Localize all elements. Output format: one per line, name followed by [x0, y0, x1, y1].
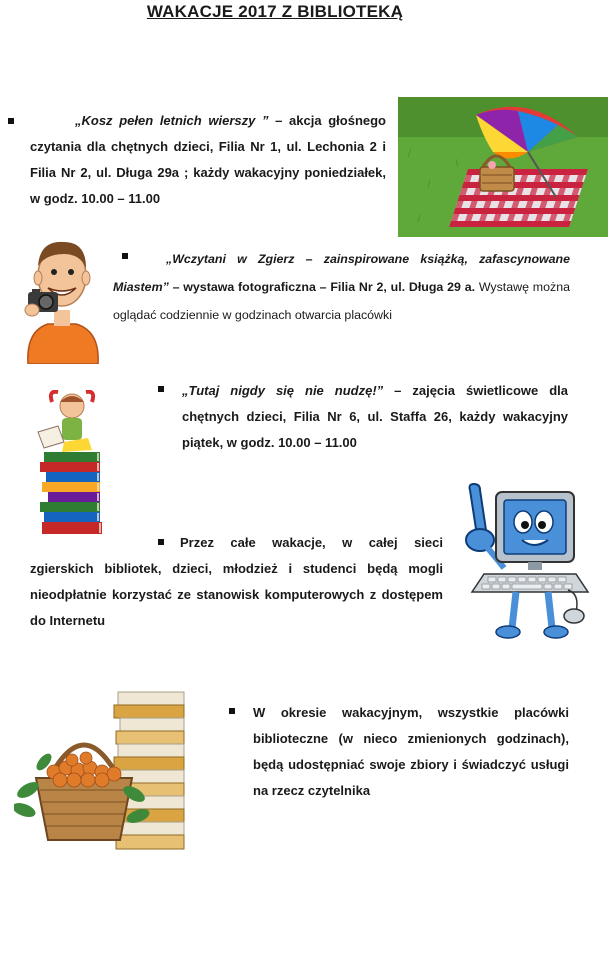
item-3-details: – zajęcia świetlicowe dla chętnych dzieci, Filia Nr 6, ul. Staffa 26, każdy wakacyjny piątek, w godz. 10.00 – 11.00	[182, 383, 568, 450]
picnic-blanket	[449, 169, 588, 227]
bullet-3	[158, 386, 164, 392]
item-4-text	[30, 530, 443, 634]
item-5-text	[253, 700, 569, 804]
tall-book-stack	[114, 692, 184, 849]
item-2-note: Wystawę można oglądać codziennie w godzinach otwarcia placówki	[113, 280, 570, 322]
item-1-text	[30, 108, 386, 212]
bullet-1	[8, 118, 14, 124]
girl-on-books-image	[34, 390, 110, 540]
item-2-text	[113, 245, 570, 329]
item-2-quote: „Wczytani w Zgierz – zainspirowane książką, zafascynowane Miastem”	[113, 252, 570, 294]
picnic-umbrella-image	[398, 97, 608, 237]
item-5-details: W okresie wakacyjnym, wszystkie placówki biblioteczne (w nieco zmienionych godzinach), będą udostępniać swoje zbiory i świadczyć usługi na rzecz czytelnika	[253, 705, 569, 798]
item-3-quote: „Tutaj nigdy się nie nudzę!”	[182, 383, 384, 398]
page-title: WAKACJE 2017 Z BIBLIOTEKĄ	[146, 2, 404, 21]
item-1-quote: „Kosz pełen letnich wierszy ”	[75, 113, 269, 128]
reading-girl	[38, 392, 93, 452]
item-3-text	[182, 378, 568, 456]
bullet-5	[229, 708, 235, 714]
keyboard	[472, 574, 588, 592]
book-stack	[40, 452, 102, 534]
item-4-details: Przez całe wakacje, w całej sieci zgierskich bibliotek, dzieci, młodzież i studenci będą mogli nieodpłatnie korzystać ze stanowisk komputerowych z dostępem do Internetu	[30, 535, 443, 628]
computer-mascot-image	[456, 482, 598, 642]
mouse-and-feet	[496, 590, 584, 638]
item-1-details: – akcja głośnego czytania dla chętnych dzieci, Filia Nr 1, ul. Lechonia 2 i Filia Nr 2, ul. Długa 29a ; każdy wakacyjny poniedziałek, w godz. 10.00 – 11.00	[30, 113, 387, 206]
basket-and-books-image	[14, 690, 190, 858]
item-2-details: – wystawa fotograficzna – Filia Nr 2, ul. Długa 29 a.	[168, 280, 476, 294]
boy-with-camera-image	[20, 236, 104, 364]
monitor-character	[496, 492, 574, 570]
